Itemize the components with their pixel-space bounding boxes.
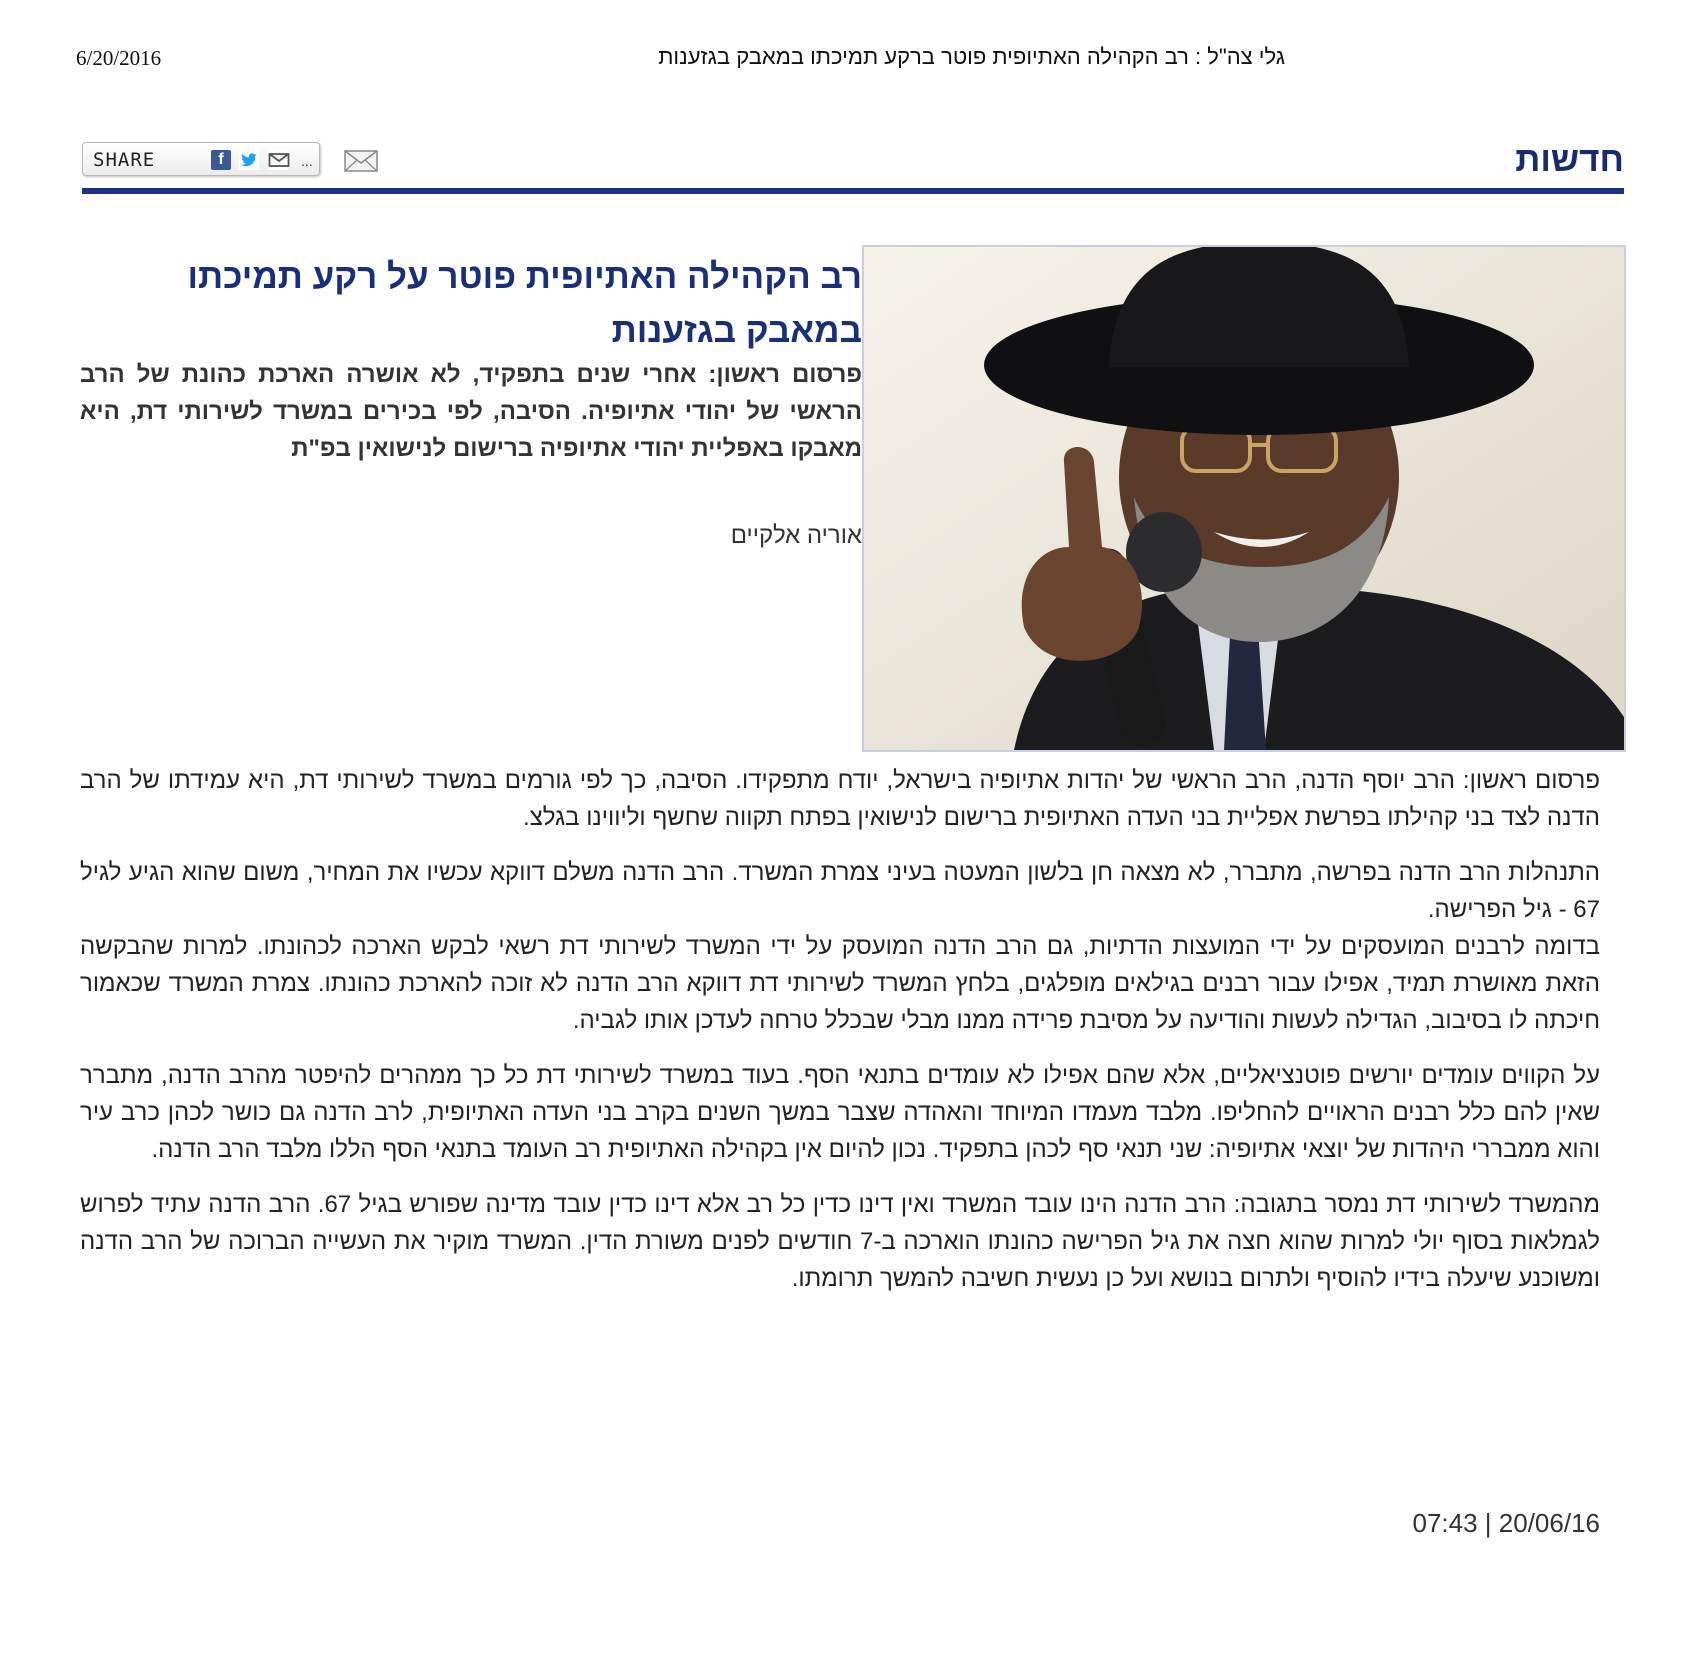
article-paragraph: על הקווים עומדים יורשים פוטנציאליים, אלא שהם אפילו לא עומדים בתנאי הסף. בעוד במשרד לשירותי דת כל כך ממהרים להיפטר מהרב הדנה, מתברר שאין להם כלל רבנים הראויים להחליפו. מלבד מעמדו המיוחד והאהדה שצבר במשך השנים בקרב בני העדה האתיופית, לרב הדנה גם כושר לכהן כרב עיר והוא ממבררי היהדות של יוצאי אתיופיה: שני תנאי סף לכהן בתפקיד. נכון להיום אין בקהילה האתיופית רב העומד בתנאי הסף הללו מלבד הרב הדנה. <box>80 1062 1600 1163</box>
share-label: SHARE <box>93 149 156 171</box>
share-button[interactable] <box>82 142 320 176</box>
article-body <box>80 762 1600 1462</box>
print-page-title: גלי צה"ל : רב הקהילה האתיופית פוטר ברקע תמיכתו במאבק בגזענות <box>658 44 1285 69</box>
envelope-icon[interactable] <box>344 150 378 172</box>
section-divider <box>82 188 1624 194</box>
article-paragraph: בדומה לרבנים המועסקים על ידי המועצות הדתיות, גם הרב הדנה המועסק על ידי המשרד לשירותי דת רשאי לבקש הארכה לכהונתו. למרות שהבקשה הזאת מאושרת תמיד, אפילו עבור רבנים בגילאים מופלגים, בלחץ המשרד לשירותי דת דווקא הרב הדנה לא זוכה להארכת כהונתו. צמרת המשרד שכאמור חיכתה לו בסיבוב, הגדילה לעשות והודיעה על מסיבת פרידה ממנו מבלי שבכלל טרחה לעדכן אותו לגביה. <box>80 933 1600 1034</box>
facebook-icon[interactable]: f <box>211 150 231 170</box>
article-author[interactable]: אוריה אלקיים <box>730 522 862 549</box>
article-paragraph: מהמשרד לשירותי דת נמסר בתגובה: הרב הדנה הינו עובד המשרד ואין דינו כדין כל רב אלא דינו כדין עובד מדינה שפורש בגיל 67. הרב הדנה עתיד לפרוש לגמלאות בסוף יולי למרות שהוא חצה את גיל הפרישה כהונתו הוארכה ב-7 חודשים לפנים משורת הדין. המשרד מוקיר את העשייה הברוכה של הרב הדנה ומשוכנע שיעלה בידיו להוסיף ולתרום בנושא ועל כן נעשית חשיבה להמשך תרומתו. <box>80 1191 1600 1292</box>
section-name[interactable]: חדשות <box>1515 140 1624 179</box>
article-headline: רב הקהילה האתיופית פוטר על רקע תמיכתו במאבק בגזענות <box>187 257 862 350</box>
article-photo <box>862 245 1626 752</box>
more-share-options[interactable]: ... <box>301 153 313 169</box>
twitter-icon[interactable] <box>239 150 259 170</box>
article-lead: פרסום ראשון: אחרי שנים בתפקיד, לא אושרה הארכת כהונת של הרב הראשי של יהודי אתיופיה. הסיבה, לפי בכירים במשרד לשירותי דת, היא מאבקו באפליית יהודי אתיופיה ברישום לנישואין בפ"ת <box>80 361 862 462</box>
article-timestamp: 07:43 | 20/06/16 <box>1412 1508 1600 1538</box>
print-date: 6/20/2016 <box>76 46 162 70</box>
mail-icon[interactable] <box>268 150 288 170</box>
section-header <box>82 132 1624 194</box>
article-paragraph: התנהלות הרב הדנה בפרשה, מתברר, לא מצאה חן בלשון המעטה בעיני צמרת המשרד. הרב הדנה משלם דווקא עכשיו את המחיר, משום שהוא הגיע לגיל 67 - גיל הפרישה. <box>80 859 1600 923</box>
article-paragraph: פרסום ראשון: הרב יוסף הדנה, הרב הראשי של יהדות אתיופיה בישראל, יודח מתפקידו. הסיבה, כך לפי גורמים במשרד לשירותי דת, היא עמידתו של הרב הדנה לצד בני קהילתו בפרשת אפליית בני העדה האתיופית ברישום לנישואין בפתח תקווה שחשף וליווינו בגלצ. <box>80 767 1600 831</box>
